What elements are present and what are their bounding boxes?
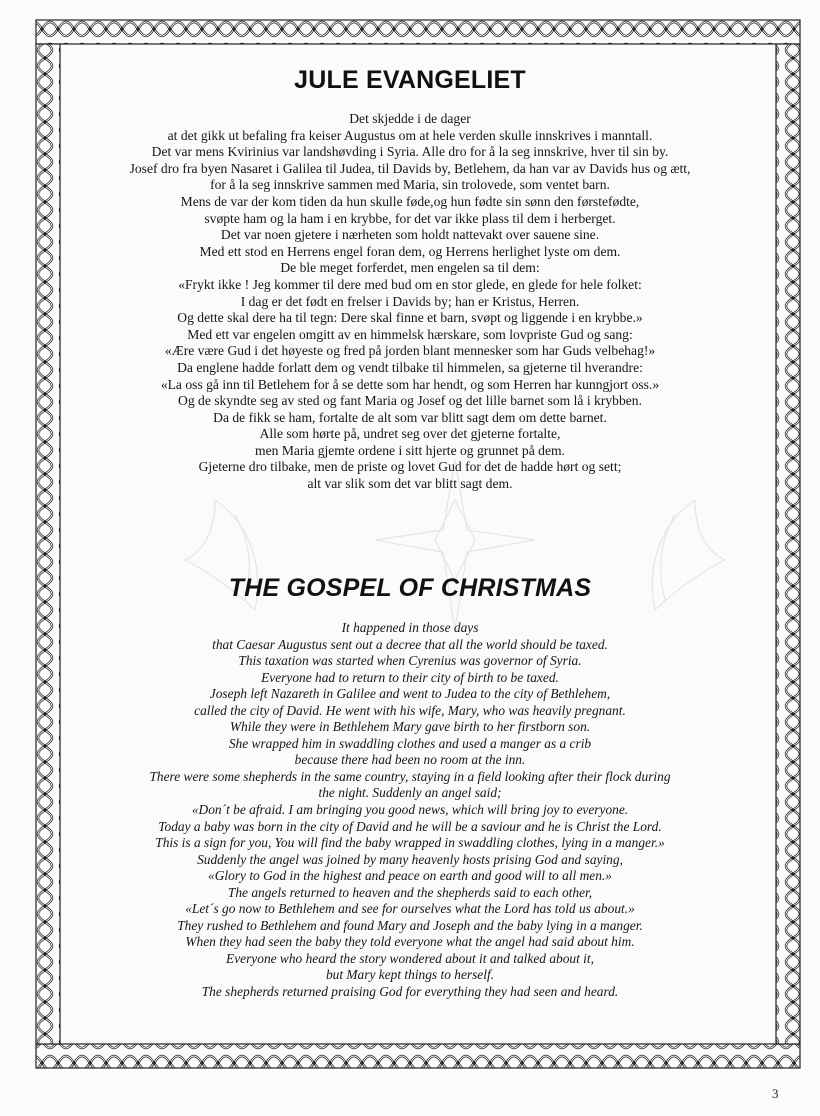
text-line: that Caesar Augustus sent out a decree that all the world should be taxed. bbox=[212, 636, 608, 652]
text-line: Joseph left Nazareth in Galilee and went to Judea to the city of Bethlehem, bbox=[209, 686, 611, 702]
text-line: Det var noen gjetere i nærheten som holdt nattevakt over sauene sine. bbox=[220, 227, 600, 243]
text-line: at det gikk ut befaling fra keiser Augustus om at hele verden skulle innskrives i manntall. bbox=[167, 127, 653, 143]
text-line: They rushed to Bethlehem and found Mary and Joseph and the baby lying in a manger. bbox=[177, 917, 643, 933]
text-line: It happened in those days bbox=[341, 620, 479, 635]
text-line: This taxation was started when Cyrenius was governor of Syria. bbox=[238, 653, 582, 669]
page-number: 3 bbox=[772, 1086, 779, 1101]
text-line: «Let´s go now to Bethlehem and see for ourselves what the Lord has told us about.» bbox=[185, 901, 635, 917]
text-line: called the city of David. He went with his wife, Mary, who was heavily pregnant. bbox=[194, 702, 626, 718]
english-gospel-text bbox=[72, 620, 748, 1001]
text-line: Josef dro fra byen Nasaret i Galilea til Judea, til Davids by, Betlehem, da han var av Davids hus og ætt, bbox=[129, 160, 691, 176]
text-line: She wrapped him in swaddling clothes and used a manger as a crib bbox=[228, 735, 592, 751]
text-line: men Maria gjemte ordene i sitt hjerte og grunnet på dem. bbox=[255, 442, 565, 458]
text-line: This is a sign for you, You will find the baby wrapped in swaddling clothes, lying in a manger.» bbox=[155, 835, 665, 851]
english-title: THE GOSPEL OF CHRISTMAS bbox=[228, 574, 592, 602]
text-line: Med ett var engelen omgitt av en himmelsk hærskare, som lovpriste Gud og sang: bbox=[187, 326, 633, 342]
text-line: Med ett stod en Herrens engel foran dem, og Herrens herlighet lyste om dem. bbox=[199, 243, 621, 259]
text-line: because there had been no room at the inn. bbox=[294, 752, 526, 768]
text-line: Og de skyndte seg av sted og fant Maria og Josef og det lille barnet som lå i krybben. bbox=[178, 393, 642, 409]
text-line: Everyone had to return to their city of birth to be taxed. bbox=[261, 669, 559, 685]
text-line: for å la seg innskrive sammen med Maria, sin trolovede, som ventet barn. bbox=[210, 177, 610, 193]
text-line: Og dette skal dere ha til tegn: Dere skal finne et barn, svøpt og liggende i en krybbe.» bbox=[177, 310, 643, 326]
text-line: Det var mens Kvirinius var landshøvding i Syria. Alle dro for å la seg innskrive, hver til sin by. bbox=[151, 144, 669, 160]
text-line: Today a baby was born in the city of David and he will be a saviour and he is Christ the Lord. bbox=[158, 818, 662, 834]
text-line: The angels returned to heaven and the shepherds said to each other, bbox=[227, 884, 593, 900]
text-line: The shepherds returned praising God for everything they had seen and heard. bbox=[201, 984, 619, 1000]
text-line: When they had seen the baby they told everyone what the angel had said about him. bbox=[185, 934, 635, 950]
text-line: but Mary kept things to herself. bbox=[325, 967, 495, 983]
text-line: the night. Suddenly an angel said; bbox=[318, 785, 502, 801]
text-line: Da de fikk se ham, fortalte de alt som var blitt sagt dem om dette barnet. bbox=[213, 409, 607, 425]
norwegian-title: JULE EVANGELIET bbox=[294, 66, 526, 94]
text-line: Det skjedde i de dager bbox=[349, 111, 471, 126]
text-line: I dag er det født en frelser i Davids by; han er Kristus, Herren. bbox=[240, 293, 580, 309]
text-line: De ble meget forferdet, men engelen sa til dem: bbox=[280, 260, 540, 276]
norwegian-gospel-text bbox=[72, 111, 748, 493]
text-line: There were some shepherds in the same country, staying in a field looking after their flock during bbox=[149, 768, 671, 784]
text-line: Suddenly the angel was joined by many heavenly hosts prising God and saying, bbox=[197, 851, 623, 867]
text-line: «Glory to God in the highest and peace on earth and good will to all men.» bbox=[208, 868, 612, 884]
text-line: While they were in Bethlehem Mary gave birth to her firstborn son. bbox=[229, 719, 591, 735]
text-line: Everyone who heard the story wondered about it and talked about it, bbox=[226, 950, 594, 966]
text-line: alt var slik som det var blitt sagt dem. bbox=[307, 476, 513, 492]
text-line: Da englene hadde forlatt dem og vendt tilbake til himmelen, sa gjeterne til hverandre: bbox=[177, 359, 643, 375]
text-line: «Don´t be afraid. I am bringing you good news, which will bring joy to everyone. bbox=[191, 802, 629, 818]
text-line: Alle som hørte på, undret seg over det gjeterne fortalte, bbox=[259, 426, 561, 442]
text-line: «La oss gå inn til Betlehem for å se dette som har hendt, og som Herren har kunngjort oss.» bbox=[160, 376, 660, 392]
text-line: «Ære være Gud i det høyeste og fred på jorden blant mennesker som har Guds velbehag!» bbox=[164, 343, 656, 359]
text-line: «Frykt ikke ! Jeg kommer til dere med bud om en stor glede, en glede for hele folket: bbox=[178, 276, 642, 292]
text-line: Mens de var der kom tiden da hun skulle føde,og hun fødte sin sønn den førstefødte, bbox=[180, 193, 640, 209]
text-line: svøpte ham og la ham i en krybbe, for det var ikke plass til dem i herberget. bbox=[204, 210, 616, 226]
text-line: Gjeterne dro tilbake, men de priste og lovet Gud for det de hadde hørt og sett; bbox=[198, 459, 622, 475]
